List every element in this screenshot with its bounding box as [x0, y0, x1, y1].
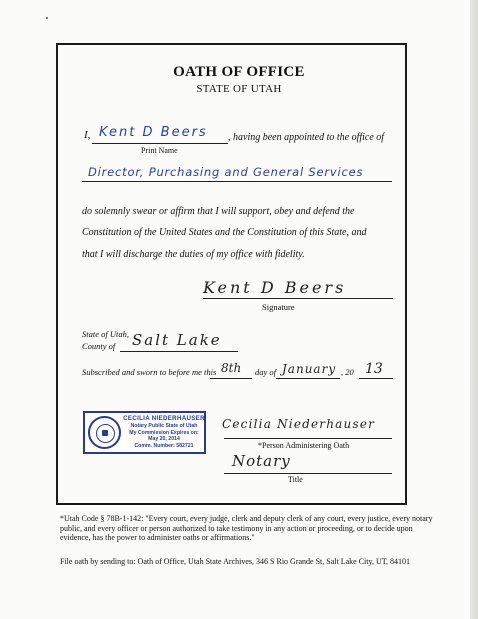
- title-line: [224, 473, 392, 474]
- stamp-notary-name: CECILIA NIEDERHAUSER: [123, 415, 205, 422]
- stamp-line-2: My Commission Expires on:: [129, 429, 199, 436]
- title-label: Title: [288, 475, 303, 484]
- name-line: [92, 143, 228, 144]
- oath-text-line-2: Constitution of the United States and the Constitution of this State, and: [82, 227, 367, 238]
- document-subtitle: STATE OF UTAH: [196, 83, 282, 95]
- stamp-line-3: May 20, 2014: [148, 436, 180, 443]
- stamp-line-1: Notary Public State of Utah: [130, 423, 198, 429]
- handwritten-month: January: [282, 362, 337, 376]
- county-line: [120, 351, 238, 352]
- handwritten-day: 8th: [221, 361, 242, 375]
- day-of-text: day of: [255, 367, 277, 377]
- utah-code-footnote: *Utah Code § 78B-1-142: "Every court, every judge, clerk and deputy clerk of any court, every justice, every notary public, and every officer or person authorized to take testimony in any action or proceeding, or to decide upon evidence, has the power to administer oaths or affirmations.": [60, 514, 433, 543]
- signature-label: Signature: [262, 302, 295, 312]
- scan-speck: [46, 17, 48, 19]
- oath-text-line-1: do solemnly swear or affirm that I will support, obey and defend the: [82, 206, 355, 217]
- handwritten-administering-signature: Cecilia Niederhauser: [222, 417, 376, 431]
- handwritten-name: Kent D Beers: [99, 125, 208, 140]
- handwritten-year: 13: [365, 361, 383, 377]
- month-line: [276, 378, 340, 379]
- document-title: OATH OF OFFICE: [173, 64, 305, 80]
- file-oath-instructions: File oath by sending to: Oath of Office, Utah State Archives, 346 S Rio Grande St, Salt Lake City, UT, 84101: [60, 557, 411, 566]
- oath-text-line-3: that I will discharge the duties of my office with fidelity.: [82, 249, 305, 260]
- subscribed-text: Subscribed and sworn to before me this: [82, 367, 217, 377]
- county-label: County of: [82, 341, 116, 351]
- administering-label: *Person Administering Oath: [258, 441, 350, 450]
- year-prefix: , 20: [341, 367, 354, 377]
- year-line: [359, 378, 393, 379]
- state-label: State of Utah,: [82, 329, 129, 339]
- appointment-text: , having been appointed to the office of: [228, 132, 385, 143]
- handwritten-title: Notary: [232, 452, 291, 470]
- signature-line: [203, 298, 393, 299]
- notary-seal-icon: [88, 416, 121, 449]
- day-line: [210, 378, 252, 379]
- handwritten-county: Salt Lake: [132, 331, 222, 349]
- office-line: [82, 181, 392, 182]
- stamp-line-4: Comm. Number: 582721: [134, 443, 194, 450]
- administering-line: [224, 438, 392, 439]
- handwritten-office: Director, Purchasing and General Services: [88, 165, 364, 179]
- notary-stamp: [83, 411, 206, 454]
- handwritten-signature: Kent D Beers: [203, 278, 347, 297]
- print-name-label: Print Name: [141, 146, 178, 155]
- oath-prefix: I,: [84, 129, 91, 141]
